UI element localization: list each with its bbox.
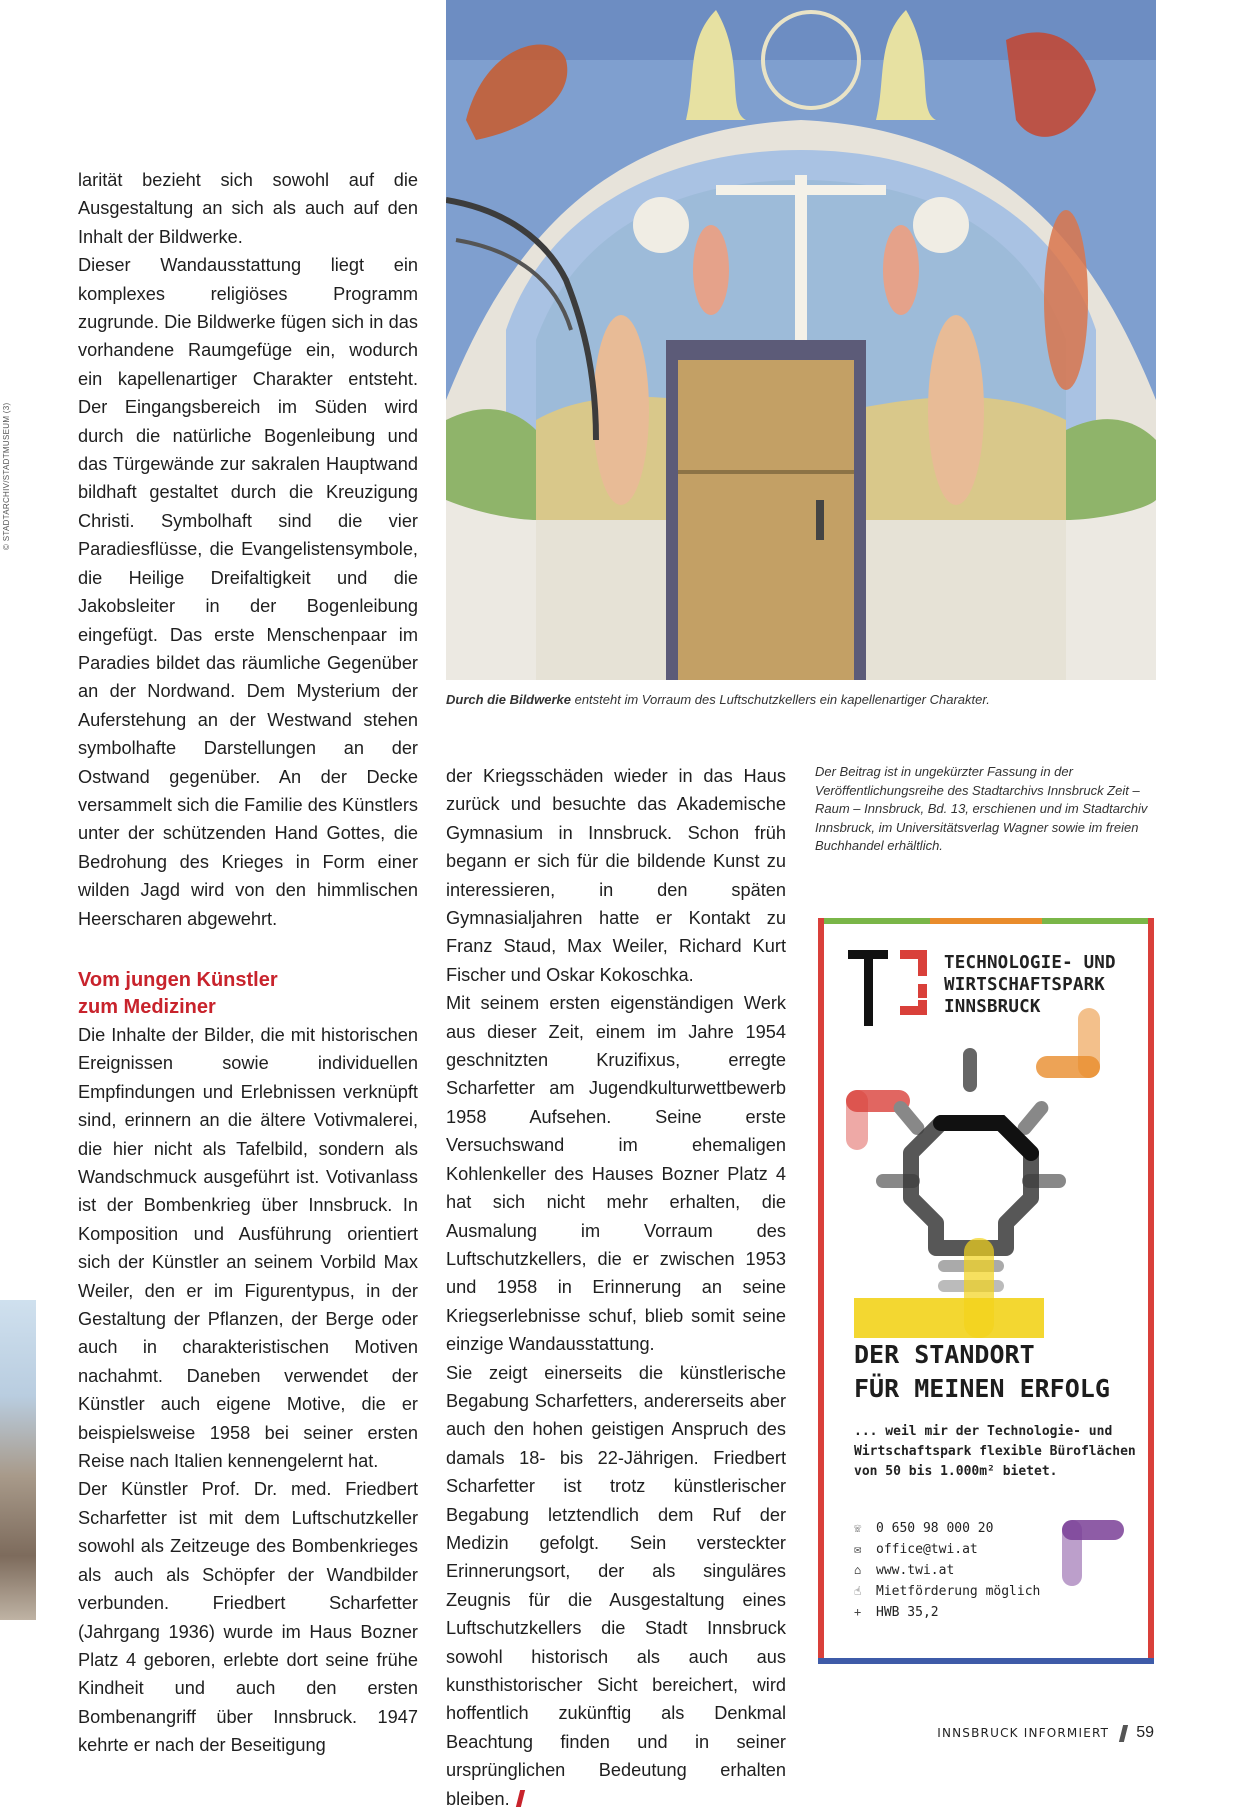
paragraph: der Kriegsschäden wieder in das Haus zurück und besuchte das Akademische Gymnasium in Innsbruck. Schon früh begann er sich für die bildende Kunst zu interessieren, in den späten Gymnasialjahren hatte er Kontakt zu Franz Staud, Max Weiler, Richard Kurt Fischer und Oskar Kokoschka. — [446, 766, 786, 985]
paragraph: larität bezieht sich sowohl auf die Ausgestaltung an sich als auch auf den Inhalt der Bildwerke. — [78, 170, 418, 247]
paragraph: Die Inhalte der Bilder, die mit historischen Ereignissen sowie individuellen Empfindungen und Erlebnissen verknüpft sind, erinnern an die ältere Votivmalerei, die hier nicht als Tafelbild, sondern als Wandschmuck ausgeführt ist. Votivanlass ist der Bombenkrieg über Innsbruck. In Komposition und Ausführung orientiert sich der Künstler an seinem Vorbild Max Weiler, den er im Figurentypus, in der Gestaltung der Pflanzen, der Berge oder auch in charakteristischen Motiven nachahmt. Daneben verwendet der Künstler auch eigene Motive, die er beispielsweise 1958 bei seiner ersten Reise nach Italien kennengelernt hat. — [78, 1024, 418, 1472]
section-heading: Vom jungen Künstler zum Mediziner — [78, 968, 278, 1018]
mural-photo — [446, 0, 1156, 680]
contact-hwb: + HWB 35,2 — [854, 1602, 1114, 1623]
home-icon: ⌂ — [854, 1563, 862, 1577]
ad-headline: DER STANDORT FÜR MEINEN ERFOLG — [854, 1340, 1110, 1403]
thumbs-up-icon: ☝ — [854, 1584, 862, 1598]
ad-border-bottom — [818, 1658, 1154, 1664]
contact-web[interactable]: ⌂ www.twi.at — [854, 1560, 1114, 1581]
ad-border-top — [930, 918, 1042, 924]
contact-phone[interactable]: ☏ 0 650 98 000 20 — [854, 1518, 1114, 1539]
lightbulb-icon — [846, 1008, 1136, 1338]
contact-email[interactable]: ✉ office@twi.at — [854, 1539, 1114, 1560]
photo-credit: © STADTARCHIV/STADTMUSEUM (3) — [2, 402, 11, 550]
article-column-2 — [446, 762, 786, 1813]
plus-icon: + — [854, 1605, 862, 1619]
ad-border-top — [1042, 918, 1154, 924]
phone-icon: ☏ — [854, 1521, 862, 1535]
mail-icon: ✉ — [854, 1542, 862, 1556]
publication-note: Der Beitrag ist in ungekürzter Fassung in der Veröffentlichungsreihe des Stadtarchivs Innsbruck Zeit – Raum – Innsbruck, Bd. 13, erschienen und im Stadtarchiv Innsbruck, im Universitätsverlag Wagner sowie im freien Buchhandel erhältlich. — [815, 764, 1148, 853]
paragraph: Dieser Wandausstattung liegt ein komplexes religiöses Programm zugrunde. Die Bildwerke fügen sich in das vorhandene Raumgefüge ein, wodurch ein kapellenartiger Charakter entsteht. Der Eingangsbereich im Süden wird durch die natürliche Bogenleibung und das Türgewände zur sakralen Hauptwand bildhaft gestaltet durch die Kreuzigung Christi. Symbolhaft sind die vier Paradiesflüsse, die Evangelistensymbole, die Heilige Dreifaltigkeit und die Jakobsleiter in der Bogenleibung eingefügt. Das erste Menschenpaar im Paradies bildet das räumliche Gegenüber an der Nordwand. Dem Mysterium der Auferstehung an der Westwand stehen symbolhafte Darstellungen an der Ostwand gegenüber. An der Decke versammelt sich die Familie des Künstlers unter der schützenden Hand Gottes, die Bedrohung des Krieges in Form einer wilden Jagd wird von den himmlischen Heerscharen abgewehrt. — [78, 255, 418, 929]
paragraph: Mit seinem ersten eigenständigen Werk aus dieser Zeit, einem im Jahre 1954 geschnitzten Kruzifixus, erregte Scharfetter am Jugendkulturwettbewerb 1958 Aufsehen. Seine erste Versuchswand im ehemaligen Kohlenkeller des Hauses Bozner Platz 4 hat sich nicht mehr erhalten, die Ausmalung im Vorraum des Luftschutzkellers, die er zwischen 1953 und 1958 in Erinnerung an seine Kriegserlebnisse schuf, blieb somit seine einzige Wandausstattung. — [446, 993, 786, 1355]
page-number: 59 — [1136, 1724, 1154, 1741]
paragraph: Der Künstler Prof. Dr. med. Friedbert Scharfetter ist mit dem Luftschutzkeller sowohl als Zeitzeuge des Bombenkrieges als auch als Schöpfer der Wandbilder verbunden. Friedbert Scharfetter (Jahrgang 1936) wurde im Haus Bozner Platz 4 geboren, erlebte dort seine frühe Kindheit und auch den ersten Bombenangriff über Innsbruck. 1947 kehrte er nach der Beseitigung — [78, 1479, 418, 1756]
divider-slash-icon — [1119, 1725, 1128, 1742]
ad-company-name: TECHNOLOGIE- UND WIRTSCHAFTSPARK INNSBRUCK — [944, 953, 1116, 1017]
page-footer — [937, 1724, 1154, 1742]
advertisement — [818, 918, 1154, 1664]
ad-contact-list — [854, 1518, 1114, 1623]
image-caption: Durch die Bildwerke entsteht im Vorraum des Luftschutzkellers ein kapellenartiger Charakter. — [446, 692, 990, 707]
paragraph: Sie zeigt einerseits die künstlerische Begabung Scharfetters, andererseits aber auch den hohen geistigen Anspruch des damals 18- bis 22-Jährigen. Friedbert Scharfetter ist trotz künstlerischer Begabung letztendlich dem Ruf der Medizin gefolgt. Sein versteckter Erinnerungsort, der als singuläres Zeugnis für die Ausgestaltung eines Luftschutzkellers die Stadt Innsbruck sowohl historisch als auch aus kunsthistorischer Sicht bereichert, wird hoffentlich zukünftig als Denkmal Beachtung finden und in seiner ursprünglichen Bedeutung erhalten bleiben. — [446, 1362, 786, 1809]
magazine-name: INNSBRUCK INFORMIERT — [937, 1726, 1110, 1740]
ad-border-right — [1148, 918, 1154, 1664]
ad-border-top — [818, 918, 930, 924]
contact-funding: ☝ Mietförderung möglich — [854, 1581, 1114, 1602]
ad-subline: ... weil mir der Technologie- und Wirtschaftspark flexible Büroflächen von 50 bis 1.000m² bietet. — [854, 1424, 1136, 1479]
edge-photo — [0, 1300, 36, 1620]
end-mark-icon — [516, 1790, 525, 1807]
article-column-1 — [78, 166, 418, 1760]
ad-border-left — [818, 918, 824, 1664]
